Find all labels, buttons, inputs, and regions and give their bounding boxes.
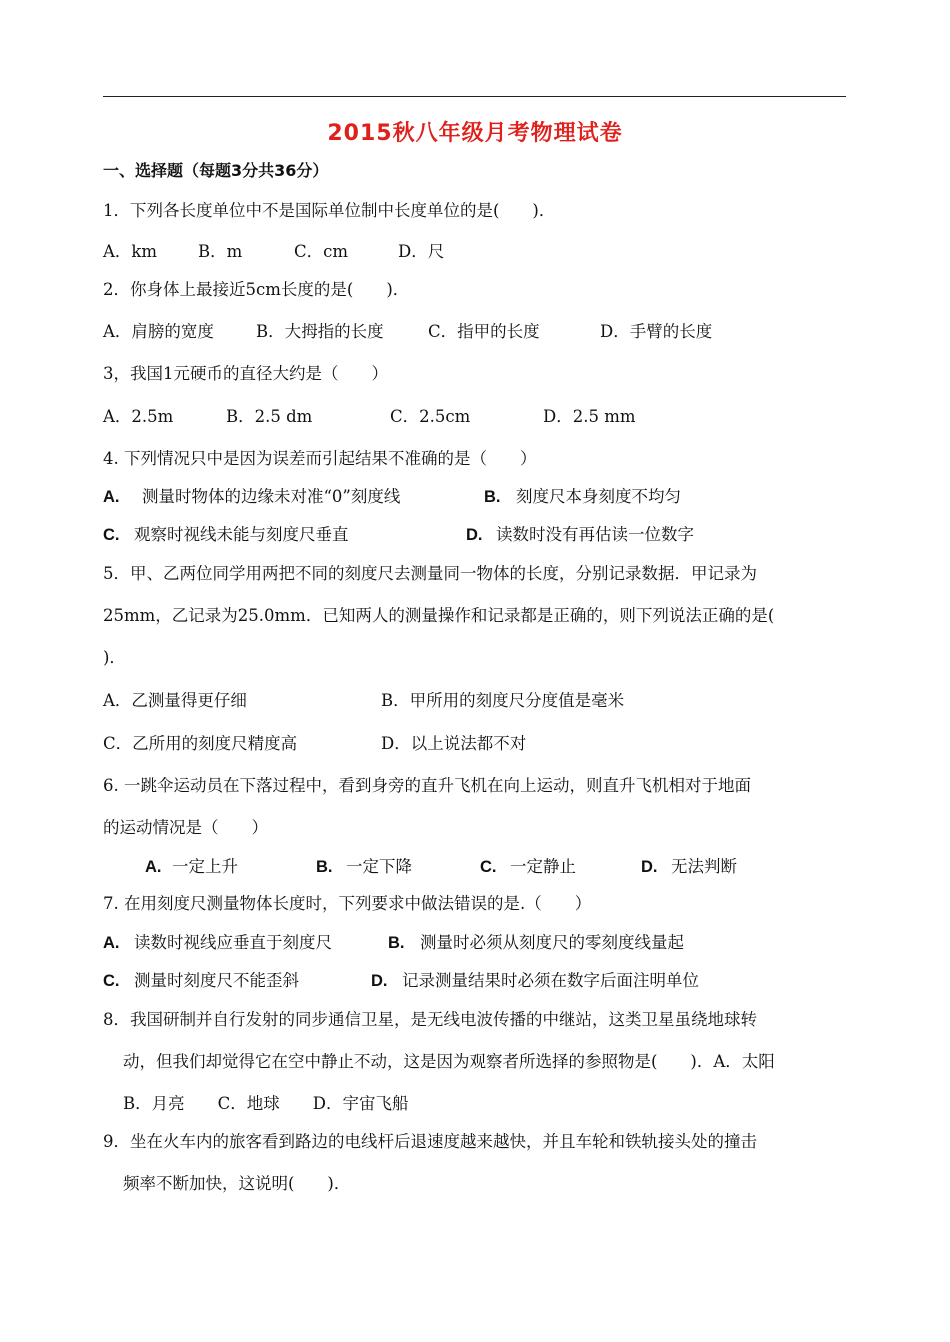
q6-label-a: A. xyxy=(145,858,162,876)
q6-option-a: 一定上升 xyxy=(172,857,238,876)
question-6-line-2: 的运动情况是（ ） xyxy=(103,818,268,837)
q3-option-b: B．2.5 dm xyxy=(226,407,313,426)
question-5-line-2: 25mm，乙记录为25.0mm．已知两人的测量操作和记录都是正确的，则下列说法正确的是( xyxy=(103,606,775,625)
q7-label-c: C. xyxy=(103,972,120,990)
q6-option-c: 一定静止 xyxy=(510,857,576,876)
q5-option-d: D．以上说法都不对 xyxy=(381,734,527,753)
question-9-line-2: 频率不断加快，这说明( )． xyxy=(123,1174,351,1193)
q6-label-b: B. xyxy=(316,858,333,876)
page-title: 2015秋八年级月考物理试卷 xyxy=(327,121,623,146)
q2-option-a: A．肩膀的宽度 xyxy=(103,322,214,341)
q7-option-a: 读数时视线应垂直于刻度尺 xyxy=(134,933,332,952)
q4-option-c: 观察时视线未能与刻度尺垂直 xyxy=(134,525,349,544)
q3-option-c: C．2.5cm xyxy=(390,407,471,426)
q2-option-b: B．大拇指的长度 xyxy=(256,322,384,341)
q3-option-d: D．2.5 mm xyxy=(543,407,636,426)
question-8-line-2: 动，但我们却觉得它在空中静止不动，这是因为观察者所选择的参照物是( )．A．太阳 xyxy=(123,1052,775,1071)
q1-option-d: D．尺 xyxy=(398,242,445,261)
q6-option-b: 一定下降 xyxy=(346,857,412,876)
q4-option-b: 刻度尺本身刻度不均匀 xyxy=(516,487,681,506)
q7-option-b: 测量时必须从刻度尺的零刻度线量起 xyxy=(420,933,684,952)
q3-option-a: A．2.5m xyxy=(103,407,174,426)
q6-label-d: D. xyxy=(641,858,658,876)
question-5-line-1: 5．甲、乙两位同学用两把不同的刻度尺去测量同一物体的长度，分别记录数据．甲记录为 xyxy=(103,564,757,583)
question-1: 1．下列各长度单位中不是国际单位制中长度单位的是( )． xyxy=(103,201,556,220)
question-8-line-1: 8．我国研制并自行发射的同步通信卫星，是无线电波传播的中继站，这类卫星虽绕地球转 xyxy=(103,1010,757,1029)
question-8-line-3: B．月亮 C．地球 D．宇宙飞船 xyxy=(123,1094,409,1113)
header-rule xyxy=(103,96,846,97)
q4-label-d: D. xyxy=(466,526,483,544)
q5-option-c: C．乙所用的刻度尺精度高 xyxy=(103,734,298,753)
q1-option-c: C．cm xyxy=(294,242,349,261)
q4-option-d: 读数时没有再估读一位数字 xyxy=(496,525,694,544)
q1-option-b: B．m xyxy=(198,242,243,261)
question-9-line-1: 9．坐在火车内的旅客看到路边的电线杆后退速度越来越快，并且车轮和铁轨接头处的撞击 xyxy=(103,1132,757,1151)
question-7: 7. 在用刻度尺测量物体长度时，下列要求中做法错误的是.（ ） xyxy=(103,894,592,913)
question-6-line-1: 6. 一跳伞运动员在下落过程中，看到身旁的直升飞机在向上运动，则直升飞机相对于地面 xyxy=(103,776,751,795)
section-heading: 一、选择题（每题3分共36分） xyxy=(103,161,329,180)
q6-option-d: 无法判断 xyxy=(671,857,737,876)
q4-option-a: 测量时物体的边缘未对准“0”刻度线 xyxy=(142,487,401,506)
q6-label-c: C. xyxy=(480,858,497,876)
question-2: 2．你身体上最接近5cm长度的是( )． xyxy=(103,280,410,299)
question-4: 4. 下列情况只中是因为误差而引起结果不准确的是（ ） xyxy=(103,449,537,468)
question-5-line-3: )． xyxy=(103,648,126,667)
q7-label-b: B. xyxy=(388,934,405,952)
q7-label-a: A. xyxy=(103,934,120,952)
q1-option-a: A．km xyxy=(103,242,158,261)
q5-option-a: A．乙测量得更仔细 xyxy=(103,691,247,710)
q4-label-c: C. xyxy=(103,526,120,544)
q2-option-d: D．手臂的长度 xyxy=(600,322,713,341)
q2-option-c: C．指甲的长度 xyxy=(428,322,540,341)
question-3: 3，我国1元硬币的直径大约是（ ） xyxy=(103,364,388,383)
q7-option-d: 记录测量结果时必须在数字后面注明单位 xyxy=(402,971,699,990)
q7-option-c: 测量时刻度尺不能歪斜 xyxy=(134,971,299,990)
q7-label-d: D. xyxy=(371,972,388,990)
q4-label-a: A. xyxy=(103,488,120,506)
q5-option-b: B．甲所用的刻度尺分度值是毫米 xyxy=(381,691,625,710)
q4-label-b: B. xyxy=(484,488,501,506)
